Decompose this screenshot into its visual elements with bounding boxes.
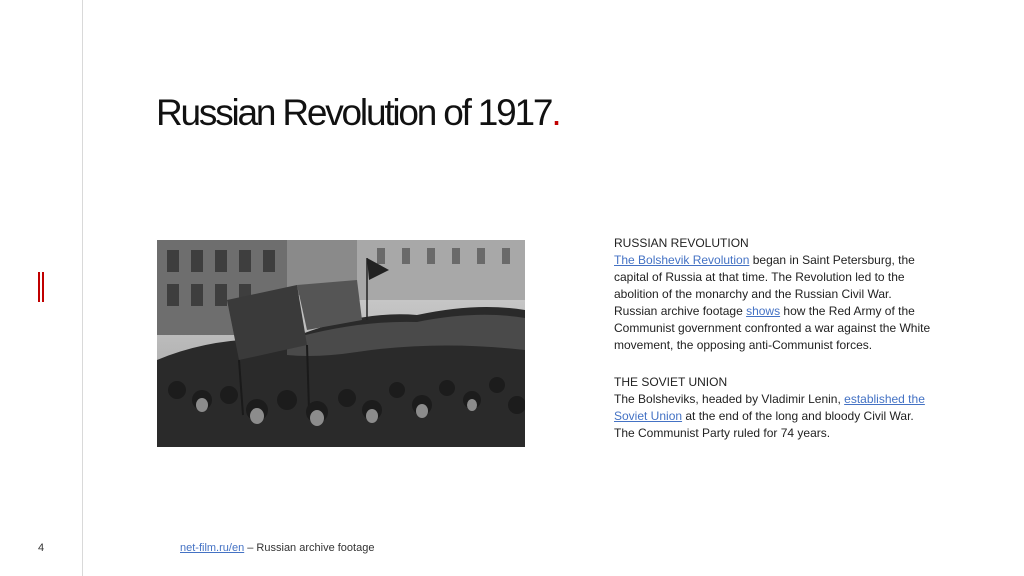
archive-photo-image [157,240,525,447]
accent-bars [38,272,46,302]
section-body [614,253,930,352]
footer-text: – Russian archive footage [244,542,375,554]
section-heading: THE SOVIET UNION [614,375,728,389]
bolshevik-revolution-link[interactable]: The Bolshevik Revolution [614,253,750,267]
body-text: how the Red Army of the Communist government confronted a war against the White movement, the opposing anti-Communist forces. [614,304,931,352]
section-soviet-union [614,374,934,442]
established-soviet-union-link[interactable]: established the Soviet Union [614,392,925,423]
title-dot: . [551,92,560,133]
footer-source [180,542,374,554]
accent-bar [38,272,40,302]
net-film-link[interactable]: net-film.ru/en [180,542,245,554]
body-text: began in Saint Petersburg, the capital of Russia at that time. The Revolution led to the abolition of the monarchy and the Russian Civil War. Russian archive footage [614,253,915,318]
section-heading: RUSSIAN REVOLUTION [614,236,749,250]
revolution-photo [157,240,525,447]
body-text: The Bolsheviks, headed by Vladimir Lenin, [614,392,845,406]
left-divider [82,0,83,576]
section-body [614,392,925,440]
slide-title [156,92,559,134]
text-column [614,235,934,462]
slide-title-text: Russian Revolution of 1917 [156,92,552,133]
shows-link[interactable]: shows [746,304,781,318]
accent-bar [42,272,44,302]
section-russian-revolution [614,235,934,354]
page-number: 4 [38,542,45,554]
body-text: at the end of the long and bloody Civil War. The Communist Party ruled for 74 years. [614,409,914,440]
